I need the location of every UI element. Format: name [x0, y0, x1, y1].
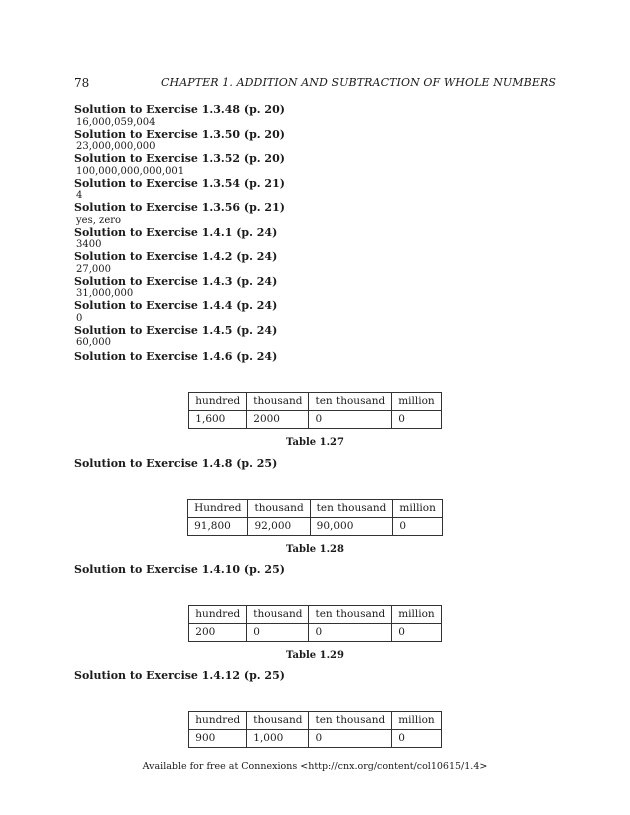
solution-item: [74, 276, 554, 301]
table-header-cell: million: [392, 712, 441, 730]
table-cell: 0: [309, 411, 392, 429]
solution-answer: 60,000: [76, 337, 111, 348]
solution-heading: Solution to Exercise 1.4.2 (p. 24): [74, 250, 278, 263]
solution-answer: yes, zero: [76, 214, 122, 226]
solution-item: [74, 178, 554, 203]
solution-heading: Solution to Exercise 1.4.6 (p. 24): [74, 350, 278, 363]
solution-item: [74, 227, 554, 252]
table-header-cell: Hundred: [188, 500, 248, 518]
table-header-cell: thousand: [247, 393, 309, 411]
table-header-cell: million: [392, 393, 441, 411]
answer-table: [188, 605, 441, 642]
solution-item: [74, 104, 554, 129]
table-header-row: [189, 393, 441, 411]
table-cell: 91,800: [188, 518, 248, 536]
solution-answer: 3400: [76, 239, 102, 250]
table-row: [189, 411, 441, 429]
table-header-cell: hundred: [189, 393, 247, 411]
solution-answer: 31,000,000: [76, 288, 134, 299]
table-header-cell: hundred: [189, 712, 247, 730]
table-caption: Table 1.28: [286, 544, 344, 555]
answer-table: [188, 711, 441, 748]
table-header-cell: ten thousand: [309, 606, 392, 624]
table-cell: 0: [393, 518, 442, 536]
solution-answer: 27,000: [76, 263, 111, 275]
table-header-row: [189, 712, 441, 730]
solution-heading: Solution to Exercise 1.3.48 (p. 20): [74, 103, 285, 116]
table-cell: 200: [189, 624, 247, 642]
solution-item: [74, 153, 554, 178]
solution-item: [74, 300, 554, 325]
table-header-row: [188, 500, 443, 518]
solution-heading-block: [74, 351, 556, 364]
table-header-cell: million: [393, 500, 442, 518]
table-caption: Table 1.29: [286, 650, 344, 661]
table-header-cell: thousand: [247, 606, 309, 624]
table-header-cell: ten thousand: [310, 500, 393, 518]
table-header-cell: thousand: [248, 500, 310, 518]
table-cell: 0: [309, 624, 392, 642]
solution-item: [74, 202, 554, 227]
solution-heading: Solution to Exercise 1.3.52 (p. 20): [74, 152, 285, 165]
solution-answer: 4: [76, 190, 83, 201]
table-header-cell: million: [392, 606, 441, 624]
solution-heading: Solution to Exercise 1.3.50 (p. 20): [74, 127, 285, 141]
table-header-cell: hundred: [189, 606, 247, 624]
table-cell: 0: [392, 730, 441, 748]
table-row: [189, 624, 441, 642]
page-footer: Available for free at Connexions <http://cnx.org/content/col10615/1.4>: [142, 761, 488, 772]
solution-heading-block: [74, 564, 556, 577]
table-block: [74, 711, 556, 748]
solution-heading: Solution to Exercise 1.3.54 (p. 21): [74, 176, 285, 190]
table-header-cell: thousand: [247, 712, 309, 730]
table-header-row: [189, 606, 441, 624]
table-block: [74, 499, 556, 555]
solutions-list: [74, 104, 554, 349]
table-cell: 0: [247, 624, 309, 642]
solution-answer: 23,000,000,000: [76, 141, 156, 152]
table-cell: 1,000: [247, 730, 309, 748]
table-cell: 0: [309, 730, 392, 748]
solution-item: [74, 325, 554, 350]
table-cell: 2000: [247, 411, 309, 429]
table-cell: 90,000: [310, 518, 393, 536]
solution-heading: Solution to Exercise 1.3.56 (p. 21): [74, 201, 285, 214]
table-caption: Table 1.27: [286, 437, 344, 448]
table-cell: 0: [392, 411, 441, 429]
table-cell: 900: [189, 730, 247, 748]
chapter-title: CHAPTER 1. ADDITION AND SUBTRACTION OF WHOLE NUMBERS: [160, 76, 556, 89]
solution-heading: Solution to Exercise 1.4.8 (p. 25): [74, 457, 278, 470]
solution-answer: 0: [76, 312, 83, 324]
table-cell: 0: [392, 624, 441, 642]
page-number: 78: [74, 76, 90, 90]
solution-heading: Solution to Exercise 1.4.5 (p. 24): [74, 323, 278, 337]
table-block: [74, 392, 556, 448]
table-cell: 92,000: [248, 518, 310, 536]
table-row: [189, 730, 441, 748]
solution-heading: Solution to Exercise 1.4.4 (p. 24): [74, 299, 278, 312]
solution-heading: Solution to Exercise 1.4.3 (p. 24): [74, 274, 278, 288]
answer-table: [188, 392, 441, 429]
solution-answer: 16,000,059,004: [76, 116, 156, 128]
table-row: [188, 518, 443, 536]
table-header-cell: ten thousand: [309, 393, 392, 411]
solution-item: [74, 129, 554, 154]
solution-heading-block: [74, 670, 556, 683]
solution-item: [74, 251, 554, 276]
table-header-cell: ten thousand: [309, 712, 392, 730]
solution-heading: Solution to Exercise 1.4.10 (p. 25): [74, 563, 285, 576]
table-cell: 1,600: [189, 411, 247, 429]
answer-table: [187, 499, 443, 536]
solution-heading: Solution to Exercise 1.4.12 (p. 25): [74, 669, 285, 682]
solution-heading-block: [74, 458, 556, 471]
solution-heading: Solution to Exercise 1.4.1 (p. 24): [74, 225, 278, 239]
solution-answer: 100,000,000,000,001: [76, 165, 185, 177]
table-block: [74, 605, 556, 661]
